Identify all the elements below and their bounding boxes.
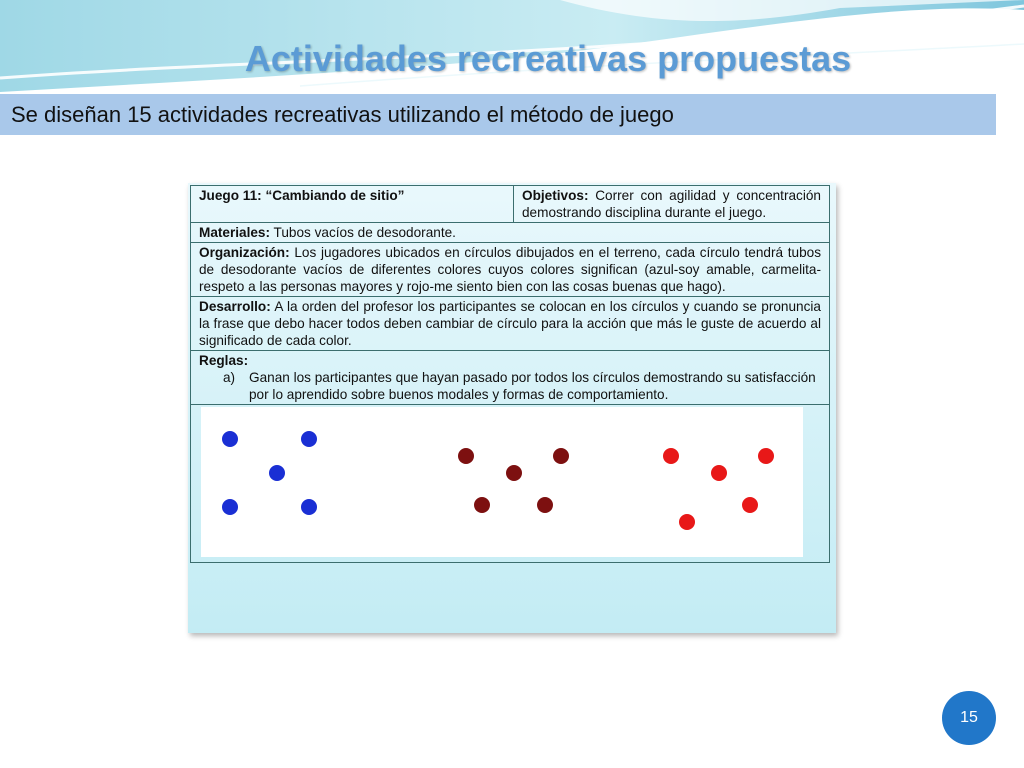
red-tube-icon — [679, 514, 695, 530]
blue-tube-icon — [301, 499, 317, 515]
rules-cell — [191, 351, 830, 405]
red-tube-icon — [758, 448, 774, 464]
slide-title: Actividades recreativas propuestas — [244, 38, 852, 79]
objectives-text: Correr con agilidad y concentración demostrando disciplina durante el juego. — [522, 188, 821, 220]
brown-tube-icon — [537, 497, 553, 513]
organization-cell — [191, 243, 830, 297]
diagram-cell — [191, 405, 830, 563]
development-label: Desarrollo: — [199, 299, 271, 314]
rules-label: Reglas: — [199, 353, 249, 368]
brown-tube-icon — [506, 465, 522, 481]
materials-text: Tubos vacíos de desodorante. — [270, 225, 456, 240]
game-card — [188, 183, 836, 633]
materials-label: Materiales: — [199, 225, 271, 240]
blue-tube-icon — [301, 431, 317, 447]
rule-marker: a) — [223, 370, 236, 385]
brown-tube-icon — [474, 497, 490, 513]
blue-tube-icon — [269, 465, 285, 481]
organization-label: Organización: — [199, 245, 290, 260]
subtitle-text: Se diseñan 15 actividades recreativas utilizando el método de juego — [11, 101, 674, 127]
subtitle-bar — [0, 94, 996, 135]
development-cell — [191, 297, 830, 351]
rule-item — [199, 369, 821, 403]
page-number-badge: 15 — [942, 691, 996, 745]
blue-tube-icon — [222, 499, 238, 515]
objectives-label: Objetivos: — [522, 188, 589, 203]
blue-tube-icon — [222, 431, 238, 447]
diagram-canvas — [201, 407, 803, 557]
red-tube-icon — [663, 448, 679, 464]
brown-tube-icon — [553, 448, 569, 464]
development-text: A la orden del profesor los participantes se colocan en los círculos y cuando se pronuncia la frase que debo hacer todos deben cambiar de círculo para la acción que más le guste de acuerdo al significado de cada color. — [199, 299, 821, 348]
organization-text: Los jugadores ubicados en círculos dibujados en el terreno, cada círculo tendrá tubos de desodorante vacíos de diferentes colores cuyos colores significan (azul-soy amable, carmelita-respeto a las personas mayores y rojo-me siento bien con las cosas buenas que hago). — [199, 245, 821, 294]
objectives-cell — [514, 186, 830, 223]
game-name: Juego 11: “Cambiando de sitio” — [199, 188, 405, 203]
rule-text: Ganan los participantes que hayan pasado por todos los círculos demostrando su satisfacción por lo aprendido sobre buenos modales y formas de comportamiento. — [249, 370, 816, 402]
circles-diagram — [201, 407, 803, 557]
game-name-cell — [191, 186, 514, 223]
game-table — [190, 185, 830, 563]
red-tube-icon — [711, 465, 727, 481]
red-tube-icon — [742, 497, 758, 513]
materials-cell — [191, 223, 830, 243]
brown-tube-icon — [458, 448, 474, 464]
